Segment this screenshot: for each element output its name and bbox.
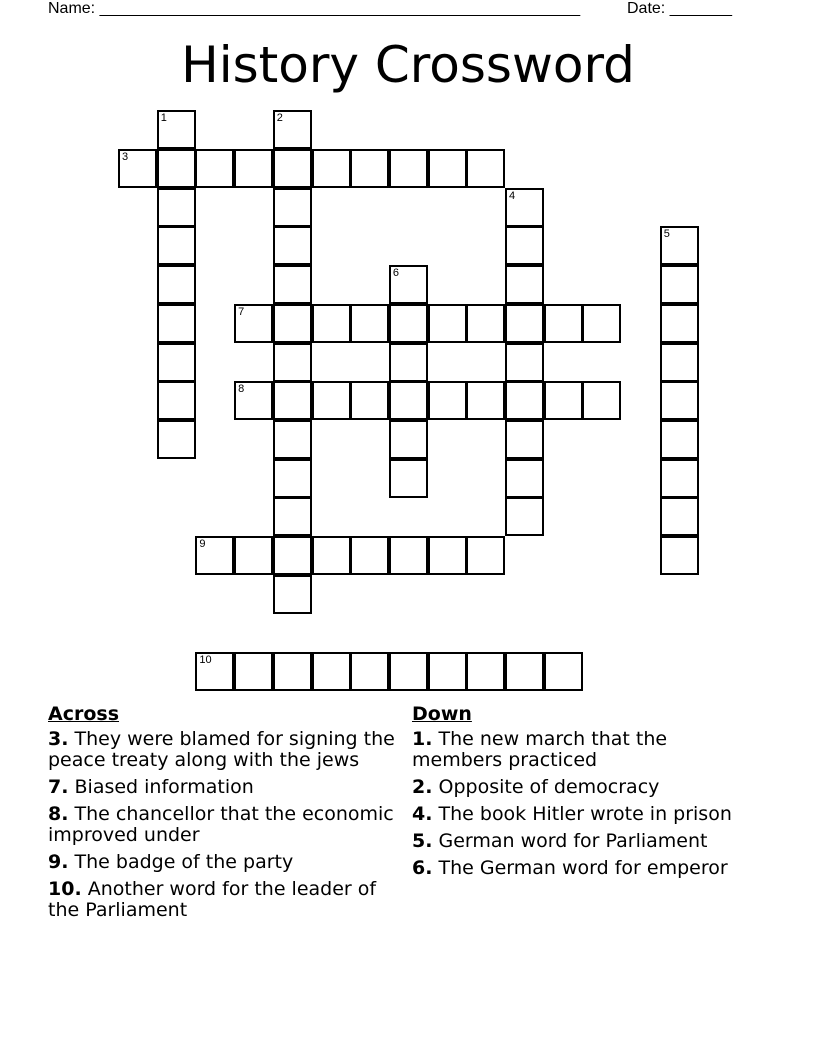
clue-number-label: 4 — [509, 189, 516, 202]
grid-cell[interactable] — [505, 459, 544, 498]
clue-number-label: 2 — [276, 112, 283, 125]
down-clues — [412, 703, 742, 885]
grid-cell[interactable] — [428, 381, 467, 420]
clue-number: 5. — [412, 830, 433, 852]
grid-cell[interactable] — [273, 149, 312, 188]
grid-cell[interactable] — [157, 420, 196, 459]
grid-cell[interactable] — [505, 381, 544, 420]
clue-number: 2. — [412, 776, 433, 798]
page-title: History Crossword — [181, 36, 635, 94]
grid-cell[interactable] — [505, 188, 544, 227]
grid-cell[interactable] — [350, 304, 389, 343]
grid-cell[interactable] — [389, 420, 428, 459]
grid-cell[interactable] — [312, 536, 351, 575]
clue-number-label: 8 — [238, 383, 245, 396]
clue-text: They were blamed for signing the peace treaty along with the jews — [48, 728, 395, 771]
grid-cell[interactable] — [157, 304, 196, 343]
grid-cell[interactable] — [505, 226, 544, 265]
grid-cell[interactable] — [389, 149, 428, 188]
grid-cell[interactable] — [660, 265, 699, 304]
grid-cell[interactable] — [234, 652, 273, 691]
clue-text: German word for Parliament — [438, 830, 708, 852]
clue-down-2 — [412, 777, 742, 798]
grid-cell[interactable] — [660, 226, 699, 265]
grid-cell[interactable] — [312, 304, 351, 343]
grid-cell[interactable] — [273, 343, 312, 382]
clue-text: The new march that the members practiced — [412, 728, 668, 771]
clue-text: The badge of the party — [74, 851, 294, 873]
grid-cell[interactable] — [660, 304, 699, 343]
grid-cell[interactable] — [660, 381, 699, 420]
grid-cell[interactable] — [505, 652, 544, 691]
clue-across-3 — [48, 729, 398, 771]
grid-cell[interactable] — [428, 536, 467, 575]
grid-cell[interactable] — [312, 149, 351, 188]
grid-cell[interactable] — [389, 459, 428, 498]
grid-cell[interactable] — [273, 420, 312, 459]
clue-number: 1. — [412, 728, 433, 750]
across-heading: Across — [48, 703, 120, 725]
grid-cell[interactable] — [273, 459, 312, 498]
grid-cell[interactable] — [312, 652, 351, 691]
down-heading: Down — [412, 703, 472, 725]
clue-number: 9. — [48, 851, 69, 873]
clue-number-label: 5 — [663, 228, 670, 241]
grid-cell[interactable] — [466, 381, 505, 420]
grid-cell[interactable] — [273, 536, 312, 575]
grid-cell[interactable] — [195, 652, 234, 691]
grid-cell[interactable] — [466, 652, 505, 691]
clue-text: The German word for emperor — [438, 857, 728, 879]
clue-down-1 — [412, 729, 742, 771]
grid-cell[interactable] — [466, 536, 505, 575]
clue-number: 3. — [48, 728, 69, 750]
clue-number: 7. — [48, 776, 69, 798]
grid-cell[interactable] — [582, 381, 621, 420]
grid-cell[interactable] — [389, 536, 428, 575]
grid-cell[interactable] — [350, 381, 389, 420]
grid-cell[interactable] — [505, 420, 544, 459]
grid-cell[interactable] — [234, 149, 273, 188]
grid-cell[interactable] — [389, 343, 428, 382]
grid-cell[interactable] — [312, 381, 351, 420]
grid-cell[interactable] — [505, 343, 544, 382]
grid-cell[interactable] — [157, 188, 196, 227]
clue-number: 8. — [48, 803, 69, 825]
grid-cell[interactable] — [195, 149, 234, 188]
clue-number-label: 9 — [199, 538, 206, 550]
grid-cell[interactable] — [350, 652, 389, 691]
clue-number-label: 1 — [160, 112, 167, 125]
across-clues — [48, 703, 398, 927]
grid-cell[interactable] — [350, 536, 389, 575]
clue-down-4 — [412, 804, 742, 825]
grid-cell[interactable] — [157, 381, 196, 420]
clue-text: The book Hitler wrote in prison — [438, 803, 732, 825]
clue-text: Another word for the leader of the Parliament — [48, 878, 377, 921]
clue-down-6 — [412, 858, 742, 879]
grid-cell[interactable] — [273, 575, 312, 614]
grid-cell[interactable] — [389, 652, 428, 691]
grid-cell[interactable] — [389, 381, 428, 420]
clue-number-label: 10 — [199, 654, 212, 667]
clue-across-9 — [48, 852, 398, 873]
clue-number-label: 7 — [238, 305, 245, 318]
grid-cell[interactable] — [157, 226, 196, 265]
grid-cell[interactable] — [273, 497, 312, 536]
grid-cell[interactable] — [505, 304, 544, 343]
grid-cell[interactable] — [273, 381, 312, 420]
grid-cell[interactable] — [660, 536, 699, 575]
grid-cell[interactable] — [505, 497, 544, 536]
grid-cell[interactable] — [660, 343, 699, 382]
grid-cell[interactable] — [273, 304, 312, 343]
clue-number-label: 6 — [392, 267, 400, 280]
clue-text: The chancellor that the economic improved under — [48, 803, 394, 846]
clue-down-5 — [412, 831, 742, 852]
grid-cell[interactable] — [505, 265, 544, 304]
grid-cell[interactable] — [350, 149, 389, 188]
grid-cell[interactable] — [157, 265, 196, 304]
clue-number-label: 3 — [122, 151, 129, 163]
grid-cell[interactable] — [234, 304, 273, 343]
grid-cell[interactable] — [273, 226, 312, 265]
grid-cell[interactable] — [466, 149, 505, 188]
grid-cell[interactable] — [660, 459, 699, 498]
grid-cell[interactable] — [157, 110, 196, 149]
grid-cell[interactable] — [195, 536, 234, 575]
clue-text: Biased information — [74, 776, 254, 798]
grid-cell[interactable] — [157, 343, 196, 382]
grid-cell[interactable] — [234, 381, 273, 420]
clue-across-10 — [48, 879, 398, 921]
grid-cell[interactable] — [660, 420, 699, 459]
grid-cell[interactable] — [157, 149, 196, 188]
grid-cell[interactable] — [273, 110, 312, 149]
grid-cell[interactable] — [544, 304, 583, 343]
clue-number: 4. — [412, 803, 433, 825]
grid-cell[interactable] — [273, 652, 312, 691]
grid-cell[interactable] — [428, 304, 467, 343]
grid-cell[interactable] — [273, 265, 312, 304]
date-field-label: Date: _______ — [627, 0, 732, 17]
clue-number: 6. — [412, 857, 433, 879]
name-field-label: Name: ______________________________________________________ — [48, 0, 581, 17]
grid-cell[interactable] — [428, 149, 467, 188]
grid-cell[interactable] — [428, 652, 467, 691]
grid-cell[interactable] — [660, 497, 699, 536]
grid-cell[interactable] — [389, 304, 428, 343]
clue-across-7 — [48, 777, 398, 798]
grid-cell[interactable] — [118, 149, 157, 188]
clue-number: 10. — [48, 878, 82, 900]
grid-cell[interactable] — [389, 265, 428, 304]
grid-cell[interactable] — [544, 652, 583, 691]
grid-cell[interactable] — [582, 304, 621, 343]
grid-cell[interactable] — [544, 381, 583, 420]
grid-cell[interactable] — [466, 304, 505, 343]
grid-cell[interactable] — [234, 536, 273, 575]
clue-text: Opposite of democracy — [438, 776, 660, 798]
clue-across-8 — [48, 804, 398, 846]
grid-cell[interactable] — [273, 188, 312, 227]
